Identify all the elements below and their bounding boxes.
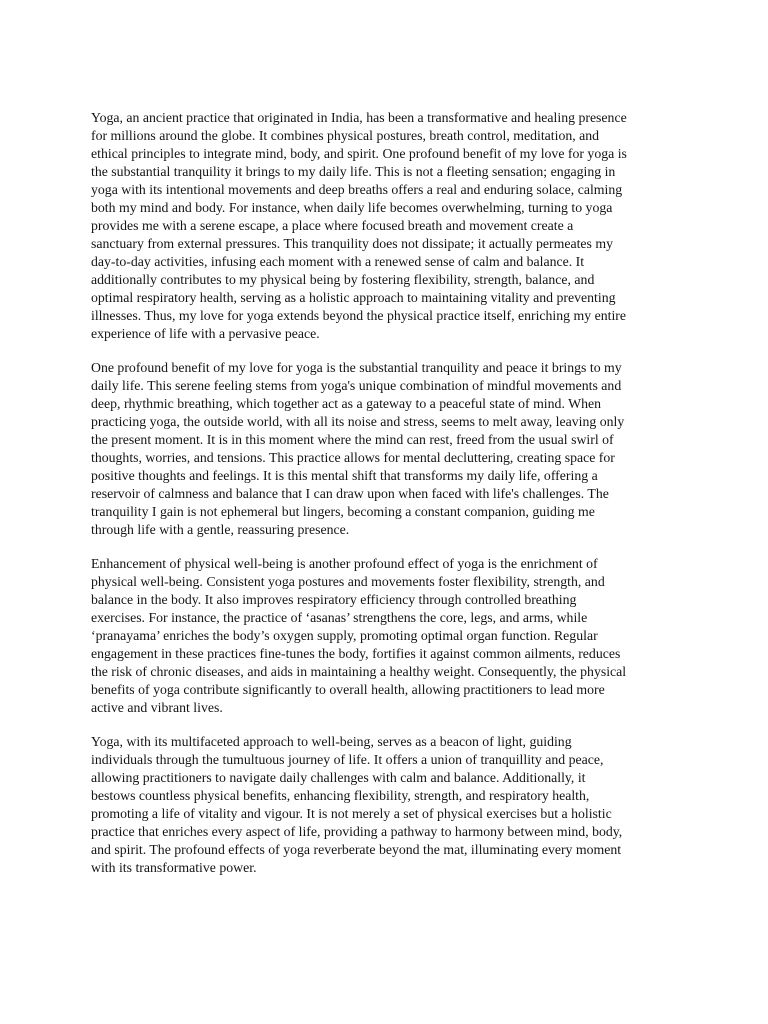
paragraph-line: benefits of yoga contribute significantly to overall health, allowing practitioners to lead more [91,682,605,697]
paragraph-line: physical well-being. Consistent yoga postures and movements foster flexibility, strength, and [91,574,605,589]
paragraph-line: sanctuary from external pressures. This tranquility does not dissipate; it actually permeates my [91,236,613,251]
paragraph-line: allowing practitioners to navigate daily challenges with calm and balance. Additionally, it [91,770,586,785]
paragraph-line: illnesses. Thus, my love for yoga extends beyond the physical practice itself, enriching my entire [91,308,626,323]
paragraph-line: experience of life with a pervasive peace. [91,326,320,341]
paragraph-line: practicing yoga, the outside world, with all its noise and stress, seems to melt away, leaving only [91,414,625,429]
paragraph-line: deep, rhythmic breathing, which together act as a gateway to a peaceful state of mind. When [91,396,602,411]
paragraph [91,733,711,877]
paragraph-line: through life with a gentle, reassuring presence. [91,522,350,537]
paragraph-line: daily life. This serene feeling stems from yoga's unique combination of mindful movements and [91,378,622,393]
paragraph-line: positive thoughts and feelings. It is this mental shift that transforms my daily life, offering a [91,468,598,483]
paragraph-line: bestows countless physical benefits, enhancing flexibility, strength, and respiratory health, [91,788,590,803]
paragraph-line: Enhancement of physical well-being is another profound effect of yoga is the enrichment of [91,556,598,571]
paragraph-line: day-to-day activities, infusing each moment with a renewed sense of calm and balance. It [91,254,585,269]
paragraph-line: Yoga, an ancient practice that originated in India, has been a transformative and healing presence [91,110,627,125]
paragraph [91,109,711,343]
paragraph-line: provides me with a serene escape, a place where focused breath and movement create a [91,218,574,233]
paragraph [91,555,711,717]
paragraph-line: the substantial tranquility it brings to my daily life. This is not a fleeting sensation; engaging in [91,164,616,179]
paragraph-line: with its transformative power. [91,860,257,875]
paragraph [91,359,711,539]
paragraph-line: reservoir of calmness and balance that I can draw upon when faced with life's challenges. The [91,486,609,501]
paragraph-line: ‘pranayama’ enriches the body’s oxygen supply, promoting optimal organ function. Regular [91,628,598,643]
paragraph-line: Yoga, with its multifaceted approach to well-being, serves as a beacon of light, guiding [91,734,572,749]
paragraph-line: promoting a life of vitality and vigour. It is not merely a set of physical exercises but a holistic [91,806,612,821]
paragraph-line: balance in the body. It also improves respiratory efficiency through controlled breathing [91,592,577,607]
paragraph-line: and spirit. The profound effects of yoga reverberate beyond the mat, illuminating every moment [91,842,622,857]
paragraph-line: tranquility I gain is not ephemeral but lingers, becoming a constant companion, guiding me [91,504,595,519]
paragraph-line: ethical principles to integrate mind, body, and spirit. One profound benefit of my love for yoga is [91,146,627,161]
paragraph-line: individuals through the tumultuous journey of life. It offers a union of tranquillity and peace, [91,752,604,767]
paragraph-line: for millions around the globe. It combines physical postures, breath control, meditation, and [91,128,600,143]
paragraph-line: optimal respiratory health, serving as a holistic approach to maintaining vitality and preventing [91,290,616,305]
paragraph-line: thoughts, worries, and tensions. This practice allows for mental decluttering, creating space for [91,450,615,465]
paragraph-line: the risk of chronic diseases, and aids in maintaining a healthy weight. Consequently, the physical [91,664,627,679]
paragraph-line: practice that enriches every aspect of life, providing a pathway to harmony between mind, body, [91,824,623,839]
paragraph-line: active and vibrant lives. [91,700,223,715]
document-body [91,109,711,893]
paragraph-line: One profound benefit of my love for yoga is the substantial tranquility and peace it brings to my [91,360,622,375]
paragraph-line: engagement in these practices fine-tunes the body, fortifies it against common ailments, reduces [91,646,621,661]
paragraph-line: exercises. For instance, the practice of ‘asanas’ strengthens the core, legs, and arms, while [91,610,588,625]
paragraph-line: yoga with its intentional movements and deep breaths offers a real and enduring solace, calming [91,182,623,197]
paragraph-line: additionally contributes to my physical being by fostering flexibility, strength, balance, and [91,272,595,287]
paragraph-line: the present moment. It is in this moment where the mind can rest, freed from the usual swirl of [91,432,614,447]
paragraph-line: both my mind and body. For instance, when daily life becomes overwhelming, turning to yoga [91,200,613,215]
